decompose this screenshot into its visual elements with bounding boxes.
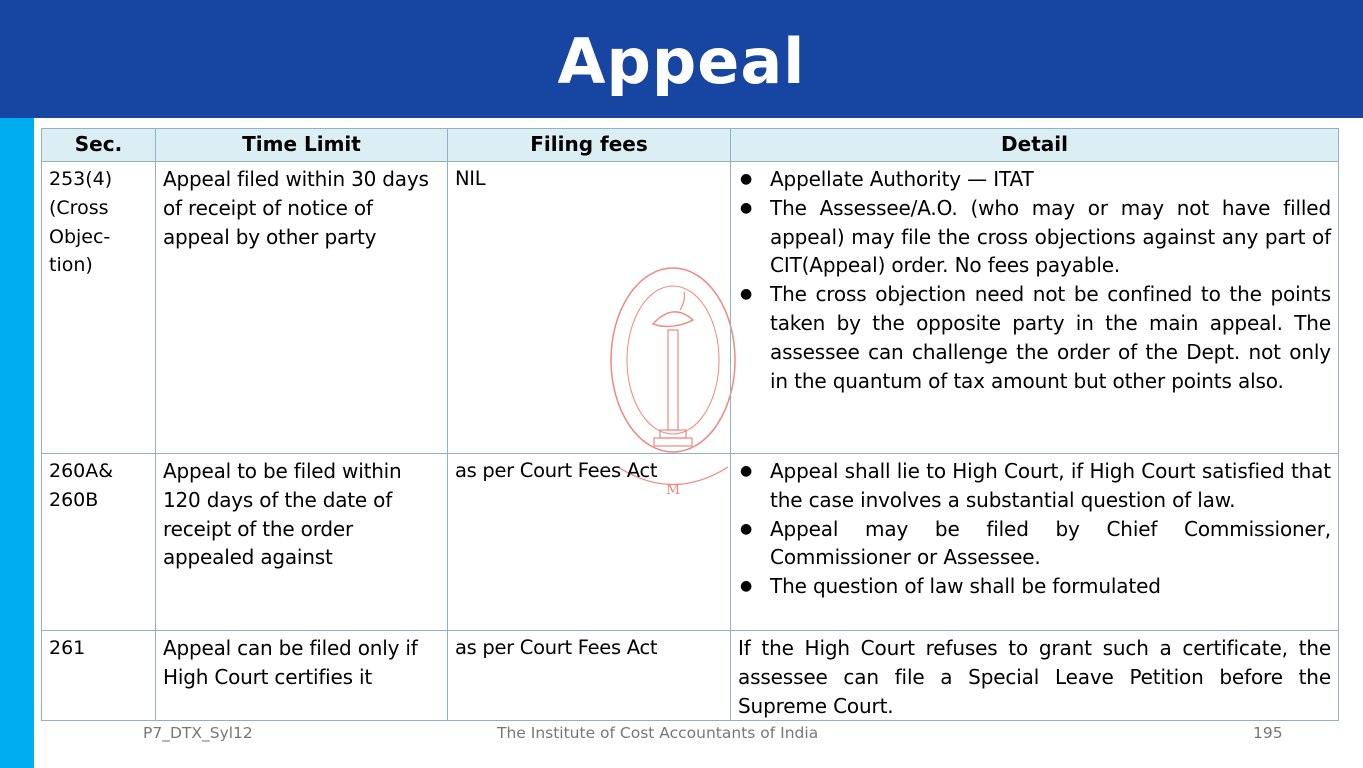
detail-point: ● The Assessee/A.O. (who may or may not have filled appeal) may file the cross objections against any part of CIT(Appeal) order. No fees payable. — [740, 195, 1331, 278]
bullet-icon: ● — [740, 286, 753, 303]
bullet-icon: ● — [740, 199, 753, 216]
footer-page-number: 195 — [1253, 724, 1283, 742]
bullet-icon: ● — [740, 578, 753, 595]
row-detail — [731, 162, 1339, 454]
detail-point: ● The cross objection need not be confined to the points taken by the opposite party in the main appeal. The assessee can challenge the order of the Dept. not only in the quantum of tax amount but other points also. — [740, 282, 1331, 393]
row-filing-fees: as per Court Fees Act — [448, 454, 731, 631]
table-row — [42, 631, 1339, 721]
column-header-sec: Sec. — [42, 129, 156, 162]
column-header-time-limit: Time Limit — [156, 129, 448, 162]
column-header-filing-fees: Filing fees — [448, 129, 731, 162]
row-detail-text: If the High Court refuses to grant such a certificate, the assessee can file a Special Leave Petition before the Supreme Court. — [731, 631, 1339, 721]
detail-point: ● Appeal shall lie to High Court, if High Court satisfied that the case involves a substantial question of law. — [740, 459, 1331, 512]
column-header-detail: Detail — [731, 129, 1339, 162]
row-section: 253(4) (Cross Objec-tion) — [42, 162, 156, 454]
detail-list — [738, 457, 1331, 601]
row-section: 260A& 260B — [42, 454, 156, 631]
row-filing-fees: NIL — [448, 162, 731, 454]
bullet-icon: ● — [740, 520, 753, 537]
svg-text:M: M — [665, 482, 681, 498]
detail-point: ● Appellate Authority — ITAT — [738, 165, 1331, 194]
footer-course-code: P7_DTX_Syl12 — [143, 724, 253, 742]
table-row — [42, 454, 1339, 631]
appeal-table — [41, 128, 1339, 721]
row-filing-fees: as per Court Fees Act — [448, 631, 731, 721]
row-detail — [731, 454, 1339, 631]
row-time-limit: Appeal can be filed only if High Court certifies it — [156, 631, 448, 721]
bullet-icon: ● — [740, 171, 753, 187]
footer-institute-name: The Institute of Cost Accountants of India — [497, 724, 819, 742]
row-time-limit: Appeal filed within 30 days of receipt of notice of appeal by other party — [156, 162, 448, 454]
detail-point: ● Appeal may be filed by Chief Commissioner, Commissioner or Assessee. — [740, 516, 1331, 570]
detail-list — [738, 165, 1331, 395]
table-row — [42, 162, 1339, 454]
detail-point: ● The question of law shall be formulated — [738, 572, 1331, 601]
bullet-icon: ● — [740, 463, 753, 479]
left-accent-strip — [0, 118, 34, 768]
page-title: Appeal — [557, 25, 806, 98]
row-time-limit: Appeal to be filed within 120 days of the date of receipt of the order appealed against — [156, 454, 448, 631]
row-section: 261 — [42, 631, 156, 721]
table-header-row — [42, 129, 1339, 162]
